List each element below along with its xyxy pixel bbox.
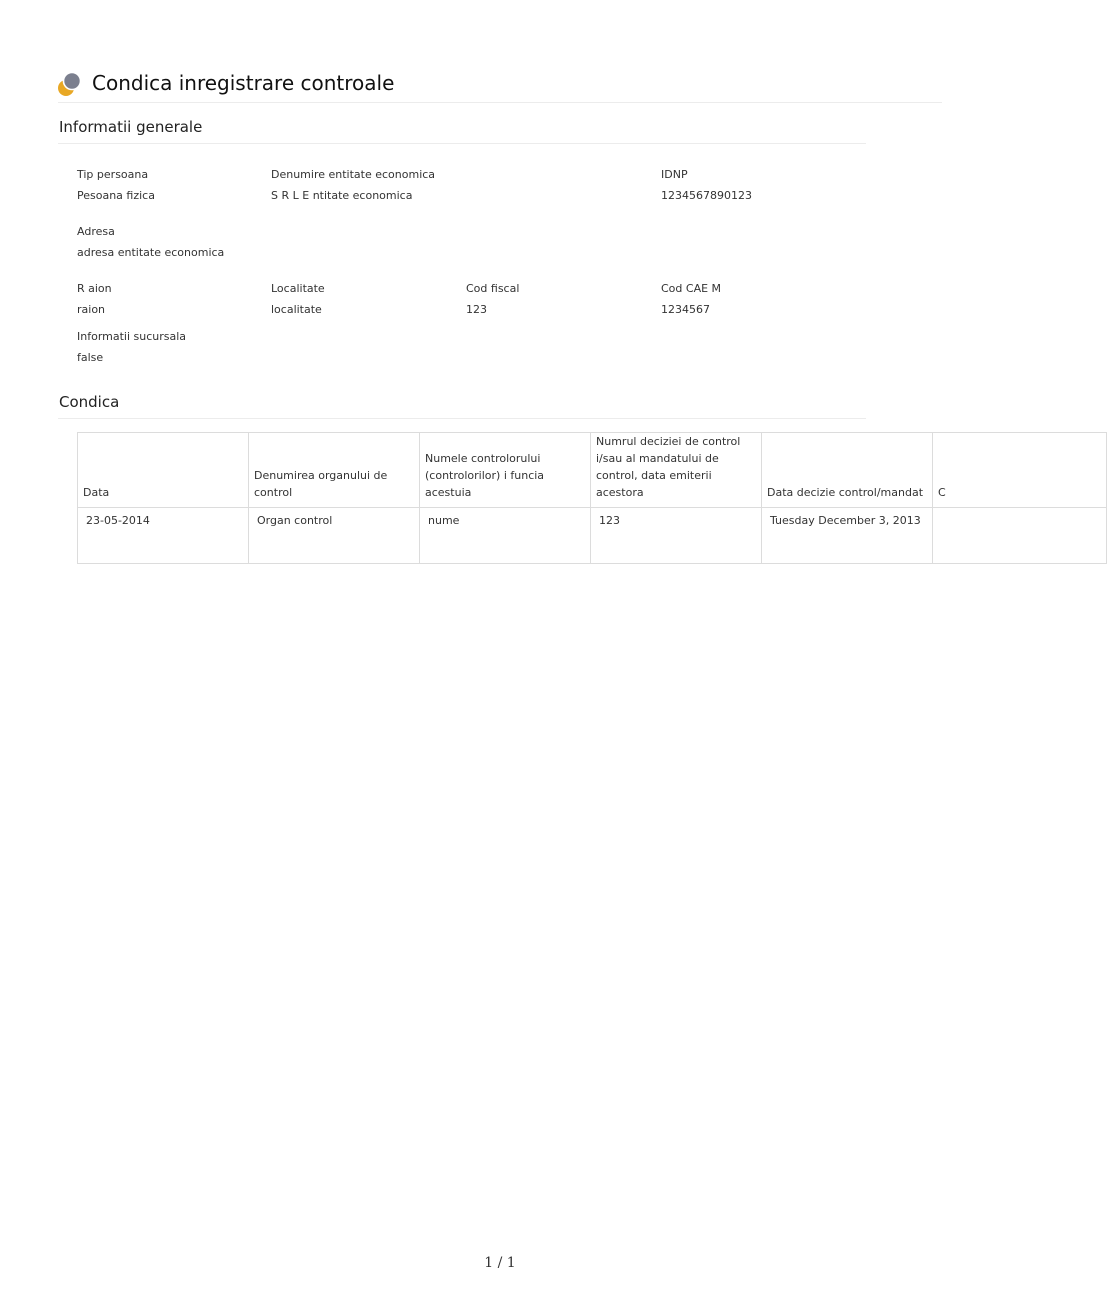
field-value: false — [77, 351, 104, 364]
condica-divider — [58, 418, 866, 419]
field-value: S R L E ntitate economica — [271, 189, 413, 202]
field-label: Informatii sucursala — [77, 330, 187, 343]
column-header: Numele controlorului (controlorilor) i funcia acestuia — [420, 433, 591, 508]
field-value: localitate — [271, 303, 322, 316]
field-value: 1234567890123 — [661, 189, 752, 202]
table-cell — [933, 508, 1107, 564]
field-value: 1234567 — [661, 303, 710, 316]
table-cell: 123 — [591, 508, 762, 564]
field-informatii-sucursala — [77, 330, 186, 365]
condica-table — [77, 432, 1107, 564]
table-cell: 23-05-2014 — [78, 508, 249, 564]
field-idnp — [661, 168, 752, 203]
field-adresa — [77, 225, 224, 260]
page-number: 1 / 1 — [484, 1255, 516, 1271]
field-label: IDNP — [661, 168, 688, 181]
field-label: Denumire entitate economica — [271, 168, 436, 181]
column-header: C — [933, 433, 1107, 508]
field-localitate — [271, 282, 325, 317]
field-cod-fiscal — [466, 282, 519, 317]
column-header: Denumirea organului de control — [249, 433, 420, 508]
field-label: Cod CAE M — [661, 282, 722, 295]
field-label: Localitate — [271, 282, 325, 295]
field-value: 123 — [466, 303, 487, 316]
general-info-divider — [58, 143, 866, 144]
field-cod-caem — [661, 282, 721, 317]
field-value: Pesoana fizica — [77, 189, 155, 202]
logo-icon — [58, 72, 82, 96]
logo-primary-circle — [64, 73, 81, 90]
field-label: Tip persoana — [77, 168, 149, 181]
field-value: raion — [77, 303, 106, 316]
table-cell: nume — [420, 508, 591, 564]
column-header: Data — [78, 433, 249, 508]
page-title: Condica inregistrare controale — [92, 71, 395, 95]
column-header: Numrul deciziei de control i/sau al mandatului de control, data emiterii acestora — [591, 433, 762, 508]
column-header: Data decizie control/mandat — [762, 433, 933, 508]
field-tip-persoana — [77, 168, 155, 203]
table-row — [78, 508, 1107, 564]
field-label: R aion — [77, 282, 112, 295]
table-header-row — [78, 433, 1107, 508]
field-label: Adresa — [77, 225, 115, 238]
field-label: Cod fiscal — [466, 282, 520, 295]
field-denumire-entitate — [271, 168, 435, 203]
field-raion — [77, 282, 112, 317]
condica-table-container — [77, 432, 946, 549]
page-header — [58, 70, 942, 103]
table-cell: Tuesday December 3, 2013 — [762, 508, 933, 564]
general-info-title: Informatii generale — [59, 118, 203, 136]
field-value: adresa entitate economica — [77, 246, 225, 259]
table-cell: Organ control — [249, 508, 420, 564]
condica-title: Condica — [59, 393, 120, 411]
